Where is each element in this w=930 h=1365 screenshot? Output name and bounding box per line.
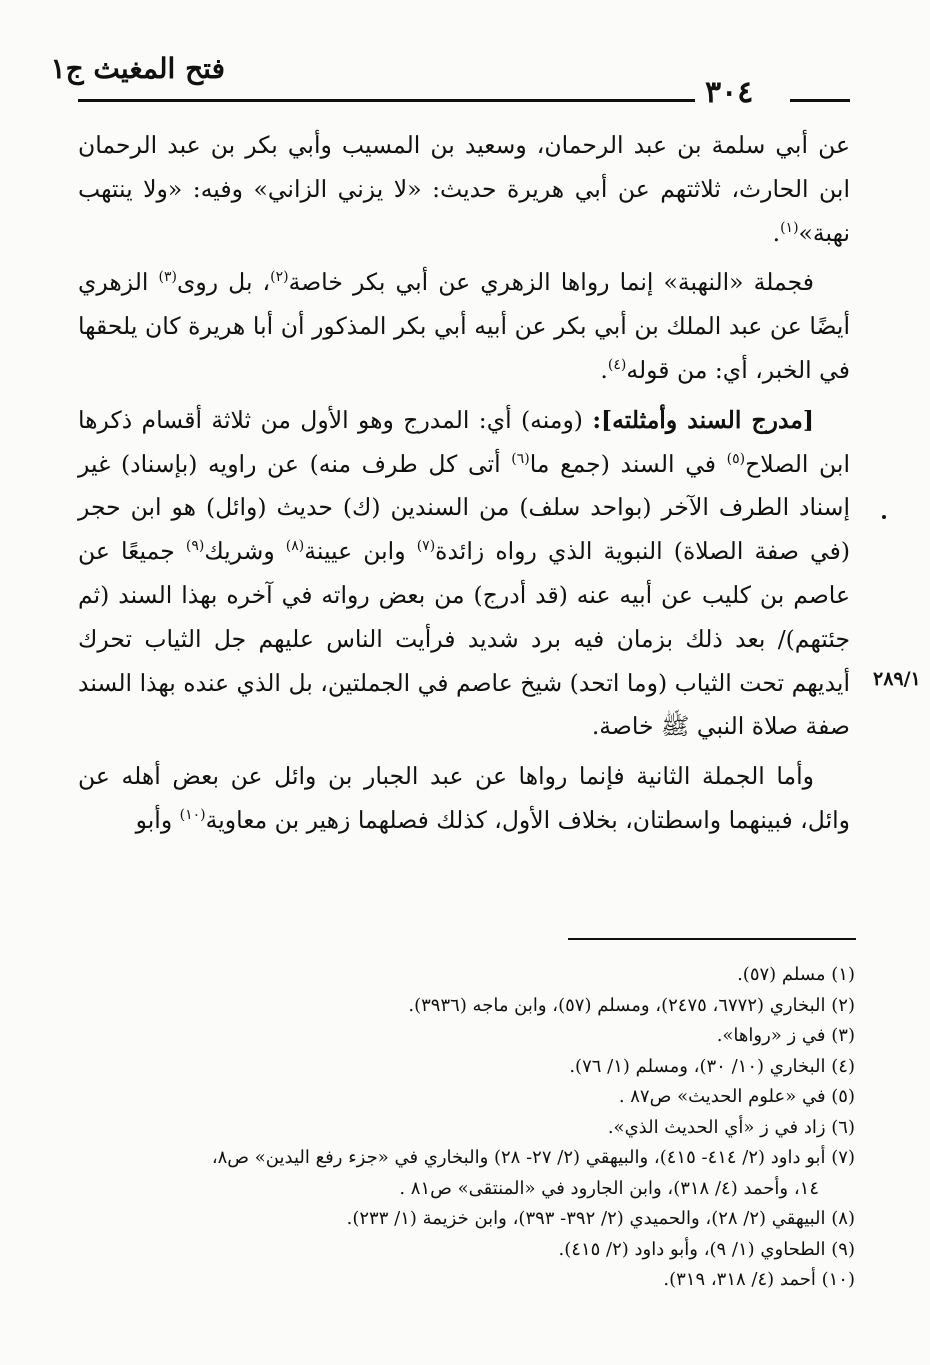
footnote-ref[interactable]: (١٠) [179, 807, 206, 824]
footnote-6: (٦) زاد في ز «أي الحديث الذي». [607, 1116, 855, 1138]
footnote-7: (٧) أبو داود (٢/ ٤١٤- ٤١٥)، والبيهقي (٢/ ٢٧- ٢٨) والبخاري في «جزء رفع اليدين» ص٨، [211, 1147, 855, 1168]
footnote-ref[interactable]: (٤) [607, 357, 627, 374]
footnote-ref[interactable]: (١) [780, 219, 799, 236]
paragraph-1 [78, 124, 850, 255]
footnote-1: (١) مسلم (٥٧). [737, 964, 855, 985]
section-heading: [مدرج السند وأمثلته]: [592, 405, 814, 434]
footnote-ref[interactable]: (٧) [416, 538, 436, 555]
footnote-9: (٩) الطحاوي (١/ ٩)، وأبو داود (٢/ ٤١٥). [558, 1238, 855, 1260]
footnote-ref[interactable]: (٥) [726, 450, 746, 467]
paragraph-text: . [600, 355, 608, 384]
footnote-ref[interactable]: (٨) [285, 538, 305, 555]
page-number: ٣٠٤ [705, 75, 754, 110]
footnote-10: (١٠) أحمد (٤/ ٣١٨، ٣١٩). [663, 1269, 855, 1290]
paragraph-text: وأما الجملة الثانية فإنما رواها عن عبد الجبار بن وائل عن بعض أهله عن وائل، فبينهما واسطتان، بخلاف الأول، كذلك فصلهما زهير بن معاوية [78, 762, 850, 834]
header-rule-left [78, 99, 695, 102]
running-header-title: فتح المغيث ج١ [50, 52, 225, 85]
main-text [78, 124, 850, 849]
paragraph-4 [78, 755, 850, 843]
paragraph-text: عن أبي سلمة بن عبد الرحمان، وسعيد بن المسيب وأبي بكر بن عبد الرحمان ابن الحارث، ثلاثتهم عن أبي هريرة حديث: «لا يزني الزاني» وفيه: «ولا ينتهب نهبة» [78, 131, 850, 247]
paragraph-text: . [772, 218, 781, 247]
footnote-ref[interactable]: (٦) [511, 450, 530, 467]
paragraph-text: وأبو [135, 805, 180, 834]
paragraph-text: في السند (جمع ما [529, 449, 727, 478]
footnote-4: (٤) البخاري (١٠/ ٣٠)، ومسلم (١/ ٧٦). [569, 1055, 855, 1077]
footnotes [140, 960, 855, 1296]
paragraph-text: وشريك [204, 537, 286, 566]
footnote-7-continued: ١٤، وأحمد (٤/ ٣١٨)، وابن الجارود في «المنتقى» ص٨١ . [399, 1177, 819, 1199]
footnote-2: (٢) البخاري (٦٧٧٢، ٢٤٧٥)، ومسلم (٥٧)، وابن ماجه (٣٩٣٦). [408, 994, 855, 1016]
paragraph-text: أتى كل طرف منه) عن راويه (بإسناد) غير إسناد الطرف الآخر (بواحد سلف) من السندين (ك) حديث (وائل) هو ابن حجر (في صفة الصلاة) النبوية الذي رواه زائدة [78, 449, 850, 566]
paragraph-text: جميعًا عن عاصم بن كليب عن أبيه عنه (قد أدرج) من بعض رواته في آخره بهذا السند (ثم جئتهم)/ بعد ذلك بزمان فيه برد شديد فرأيت الناس عليهم جل الثياب تحرك أيديهم تحت الثياب (وما اتحد) شيخ عاصم في الجملتين، بل الذي عنده بهذا السند صفة صلاة النبي ﷺ خاصة. [78, 537, 850, 741]
footnote-separator [568, 938, 856, 940]
footnote-ref[interactable]: (٣) [158, 269, 177, 286]
header-rule-right [790, 99, 850, 102]
footnote-8: (٨) البيهقي (٢/ ٢٨)، والحميدي (٢/ ٣٩٢- ٣٩٣)، وابن خزيمة (١/ ٢٣٣). [346, 1208, 855, 1229]
footnote-5: (٥) في «علوم الحديث» ص٨٧ . [618, 1086, 855, 1107]
paragraph-text: ، بل روى [176, 268, 271, 297]
footnote-3: (٣) في ز «رواها». [716, 1025, 855, 1046]
paragraph-2 [78, 261, 850, 392]
paragraph-text: الزهري أيضًا عن عبد الملك بن أبي بكر عن أبيه أبي بكر المذكور أن أبا هريرة كان يلحقها في الخبر، أي: من قوله [78, 268, 850, 384]
paragraph-text: وابن عيينة [304, 537, 417, 566]
margin-manuscript-reference: ٢٨٩/١ [873, 668, 921, 690]
paragraph-3 [78, 399, 850, 749]
paragraph-text: (ومنه) أي: المدرج وهو الأول من ثلاثة أقسام ذكرها ابن الصلاح [78, 405, 850, 478]
footnote-ref[interactable]: (٢) [270, 269, 289, 286]
paragraph-text: فجملة «النهبة» إنما رواها الزهري عن أبي بكر خاصة [288, 268, 815, 297]
footnote-ref[interactable]: (٩) [185, 538, 205, 555]
margin-dot [882, 515, 886, 519]
